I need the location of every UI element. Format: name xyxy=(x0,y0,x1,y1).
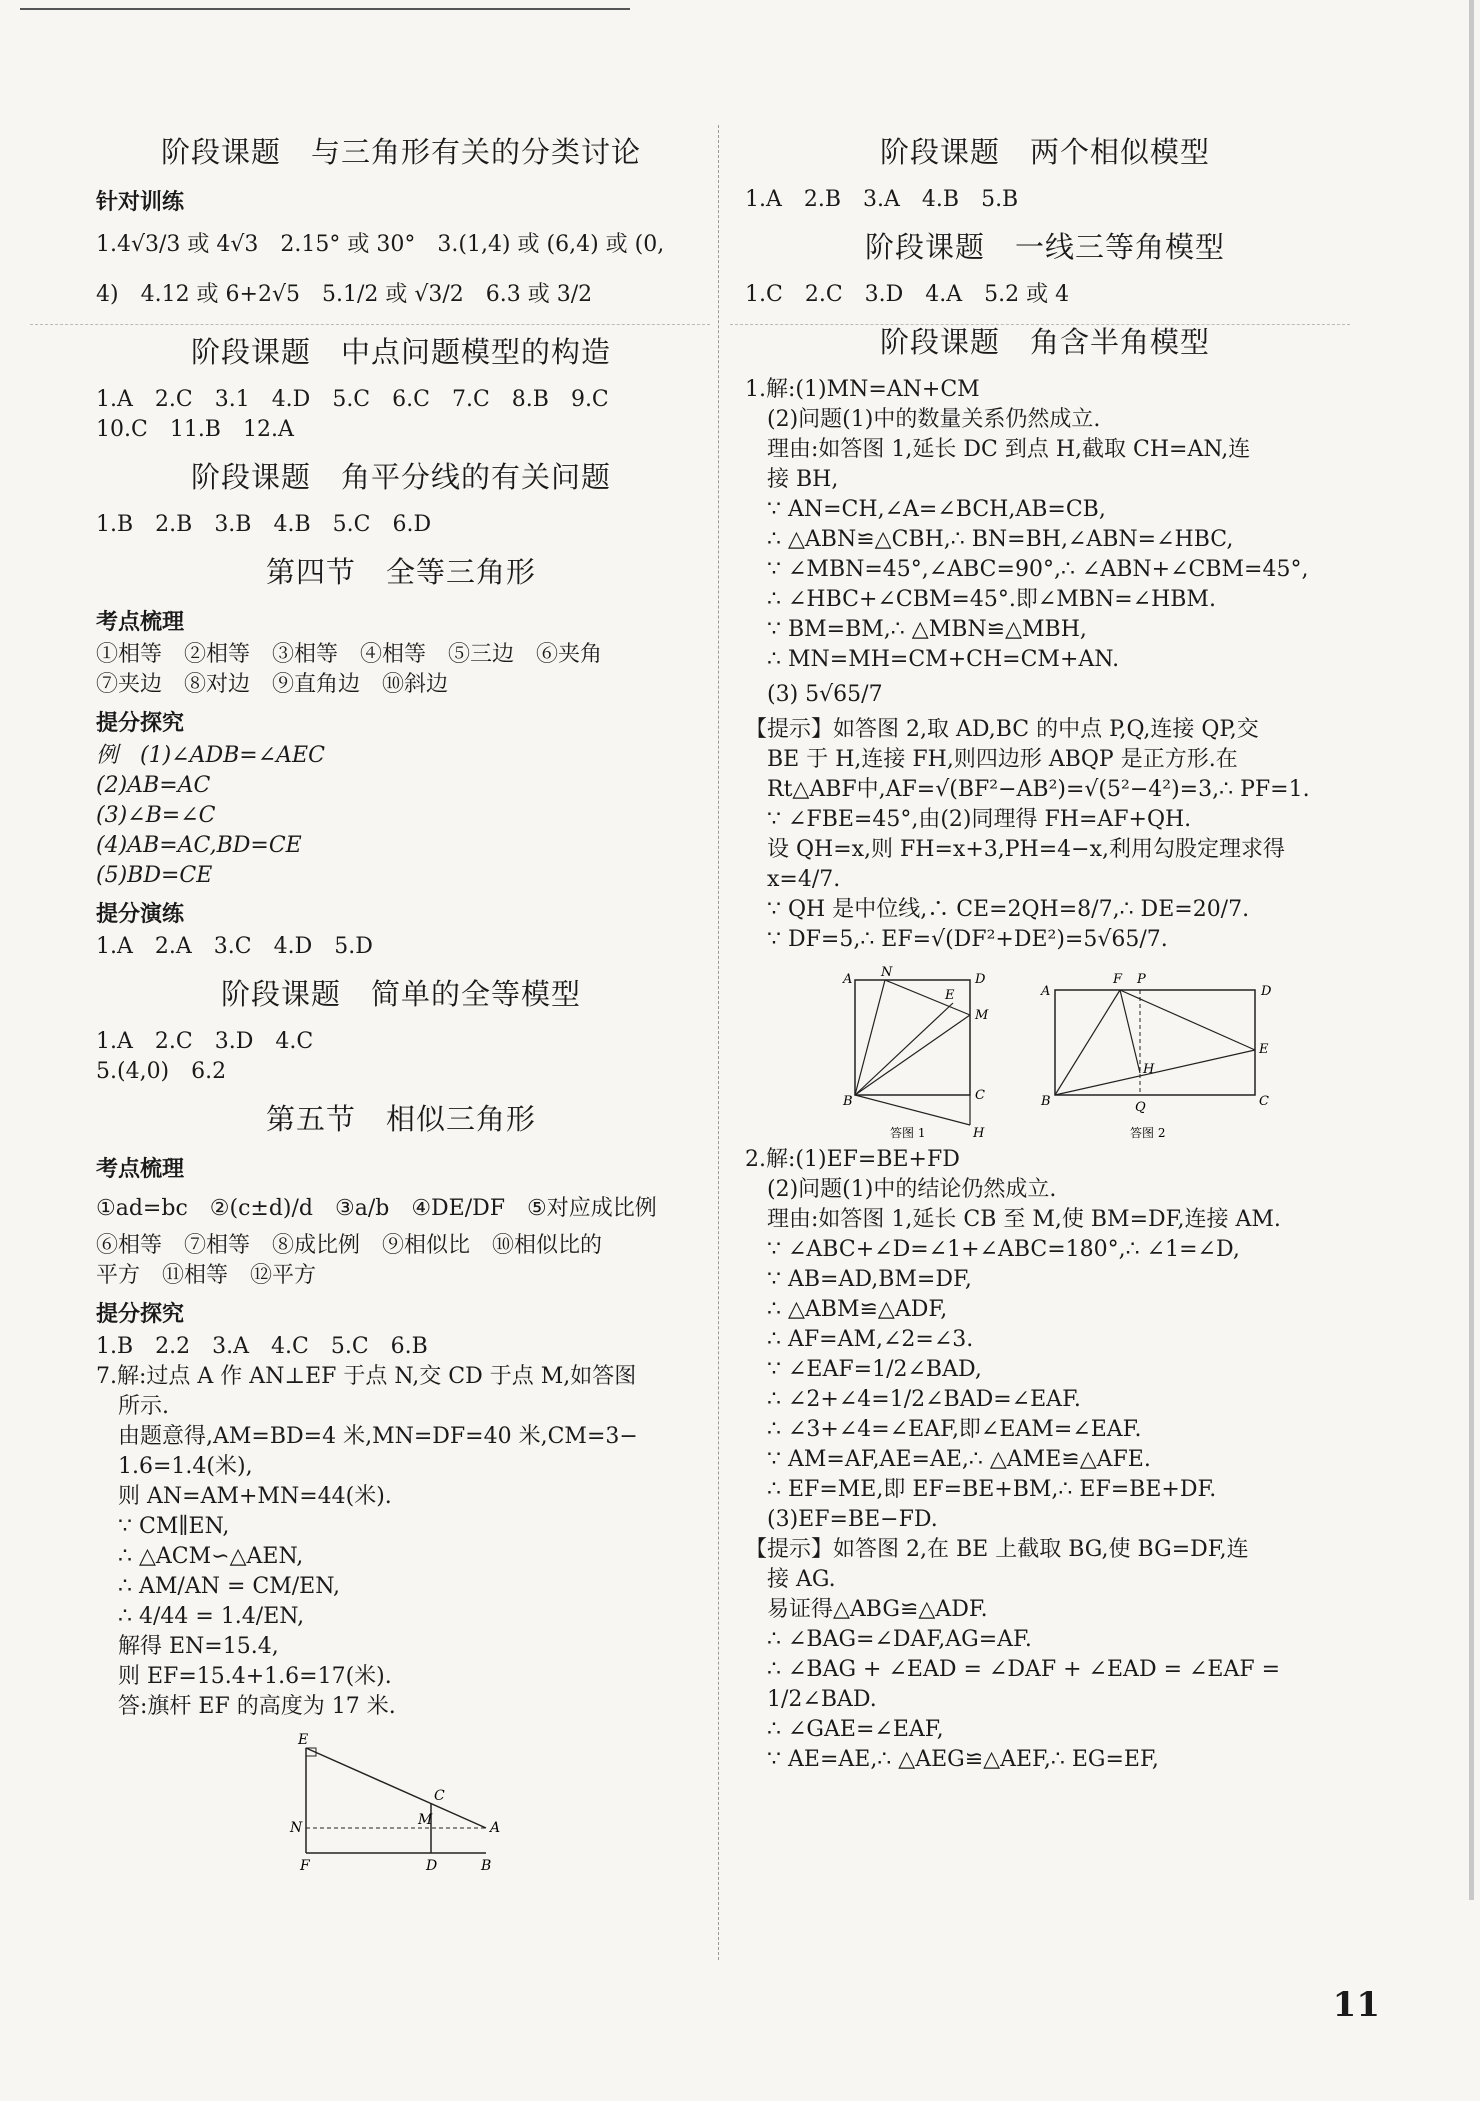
text-line: 易证得△ABG≌△ADF. xyxy=(767,1597,988,1622)
text-line: 则 EF=15.4+1.6=17(米). xyxy=(118,1664,392,1689)
answer-line: 1.B 2.2 3.A 4.C 5.C 6.B xyxy=(96,1334,428,1359)
key-points-line: ①相等 ②相等 ③相等 ④相等 ⑤三边 ⑥夹角 xyxy=(96,642,603,667)
section-title-classification: 阶段课题 与三角形有关的分类讨论 xyxy=(160,135,641,169)
left-column xyxy=(96,120,706,1882)
subheading-explore: 提分探究 xyxy=(96,711,185,736)
section-title-similar: 第五节 相似三角形 xyxy=(265,1102,536,1136)
text-line: 设 QH=x,则 FH=x+3,PH=4−x,利用勾股定理求得 xyxy=(767,837,1286,862)
svg-text:P: P xyxy=(1137,972,1146,987)
text-line: ∵ ∠EAF=1/2∠BAD, xyxy=(767,1357,982,1382)
svg-text:B: B xyxy=(1041,1094,1051,1109)
top-rule xyxy=(20,8,630,10)
answer-line: 1.A 2.B 3.A 4.B 5.B xyxy=(745,187,1019,212)
section-title-congruent: 第四节 全等三角形 xyxy=(265,555,536,589)
answer-line: 4) 4.12 或 6+2√5 5.1/2 或 √3/2 6.3 或 3/2 xyxy=(96,282,593,307)
key-points-line: ⑦夹边 ⑧对边 ⑨直角边 ⑩斜边 xyxy=(96,672,449,697)
answer-line: 1.4√3/3 或 4√3 2.15° 或 30° 3.(1,4) 或 (6,4) 或 (0, xyxy=(96,232,665,257)
text-line: ∴ ∠BAG + ∠EAD = ∠DAF + ∠EAD = ∠EAF = xyxy=(767,1657,1281,1682)
svg-text:Q: Q xyxy=(1135,1100,1146,1115)
text-line: ∵ DF=5,∴ EF=√(DF²+DE²)=5√65/7. xyxy=(767,927,1168,952)
svg-text:B: B xyxy=(481,1858,492,1874)
svg-text:A: A xyxy=(1041,984,1051,999)
text-line: ∴ △ABM≌△ADF, xyxy=(767,1297,948,1322)
text-line: ∵ ∠ABC+∠D=∠1+∠ABC=180°,∴ ∠1=∠D, xyxy=(767,1237,1240,1262)
answer-line: 10.C 11.B 12.A xyxy=(96,417,294,442)
text-line: (3)EF=BE−FD. xyxy=(767,1507,938,1532)
text-line: ∵ AM=AF,AE=AE,∴ △AME≌△AFE. xyxy=(767,1447,1151,1472)
text-line: 理由:如答图 1,延长 DC 到点 H,截取 CH=AN,连 xyxy=(767,437,1251,462)
page-number: 11 xyxy=(1332,1985,1380,2025)
svg-text:C: C xyxy=(434,1788,445,1804)
answer-line: 1.B 2.B 3.B 4.B 5.C 6.D xyxy=(96,512,432,537)
svg-text:H: H xyxy=(1143,1062,1155,1077)
section-title-three-angles: 阶段课题 一线三等角模型 xyxy=(864,230,1225,264)
text-line: 接 AG. xyxy=(767,1567,836,1592)
key-points-line: ⑥相等 ⑦相等 ⑧成比例 ⑨相似比 ⑩相似比的 xyxy=(96,1233,603,1258)
right-column xyxy=(745,120,1345,1775)
solution-1 xyxy=(745,375,1345,675)
text-line: 解得 EN=15.4, xyxy=(118,1634,279,1659)
answer-line: 1.A 2.C 3.1 4.D 5.C 6.C 7.C 8.B 9.C xyxy=(96,387,609,412)
hint-1 xyxy=(745,715,1345,955)
text-line: ∵ QH 是中位线,∴ CE=2QH=8/7,∴ DE=20/7. xyxy=(767,897,1250,922)
svg-text:D: D xyxy=(426,1858,438,1874)
text-line: 由题意得,AM=BD=4 米,MN=DF=40 米,CM=3− xyxy=(118,1424,638,1449)
figure-1 xyxy=(835,965,995,1145)
section-title-half-angle: 阶段课题 角含半角模型 xyxy=(879,325,1210,359)
section-title-two-similar: 阶段课题 两个相似模型 xyxy=(879,135,1210,169)
svg-text:B: B xyxy=(843,1094,853,1109)
text-line: 接 BH, xyxy=(767,467,839,492)
text-line: ∵ AB=AD,BM=DF, xyxy=(767,1267,972,1292)
subheading-points: 考点梳理 xyxy=(96,1157,185,1182)
answer-line: 1.A 2.C 3.D 4.C xyxy=(96,1029,314,1054)
answer-line: 1.A 2.A 3.C 4.D 5.D xyxy=(96,934,373,959)
svg-text:H: H xyxy=(973,1126,985,1141)
key-points-line: 平方 ⑪相等 ⑫平方 xyxy=(96,1263,317,1288)
text-line: ∴ AF=AM,∠2=∠3. xyxy=(767,1327,974,1352)
text-line: ∴ AM/AN = CM/EN, xyxy=(118,1574,341,1599)
text-line: 则 AN=AM+MN=44(米). xyxy=(118,1484,392,1509)
column-divider xyxy=(718,125,719,1960)
text-line: 【提示】如答图 2,在 BE 上截取 BG,使 BG=DF,连 xyxy=(745,1537,1249,1562)
subheading-explore: 提分探究 xyxy=(96,1302,185,1327)
key-points-line: ①ad=bc ②(c±d)/d ③a/b ④DE/DF ⑤对应成比例 xyxy=(96,1196,657,1221)
svg-text:M: M xyxy=(975,1008,989,1023)
text-line: ∵ ∠FBE=45°,由(2)同理得 FH=AF+QH. xyxy=(767,807,1192,832)
text-line: 所示. xyxy=(118,1394,169,1419)
example-line: 例 (1)∠ADB=∠AEC xyxy=(96,743,325,768)
svg-text:E: E xyxy=(298,1732,309,1748)
text-line: (2)问题(1)中的数量关系仍然成立. xyxy=(767,407,1101,432)
subheading-practice: 提分演练 xyxy=(96,902,185,927)
section-title-bisector: 阶段课题 角平分线的有关问题 xyxy=(190,460,611,494)
text-line: 【提示】如答图 2,取 AD,BC 的中点 P,Q,连接 QP,交 xyxy=(745,717,1259,742)
text-line: ∴ ∠HBC+∠CBM=45°.即∠MBN=∠HBM. xyxy=(767,587,1216,612)
answer-part-3: (3) 5√65/7 xyxy=(767,682,883,707)
svg-text:D: D xyxy=(975,972,986,987)
svg-text:F: F xyxy=(300,1858,310,1874)
section-title-midpoint: 阶段课题 中点问题模型的构造 xyxy=(190,335,611,369)
example-line: (3)∠B=∠C xyxy=(96,803,216,828)
example-line: (5)BD=CE xyxy=(96,863,213,888)
answer-line: 5.(4,0) 6.2 xyxy=(96,1059,227,1084)
svg-text:C: C xyxy=(975,1088,985,1103)
subheading-points: 考点梳理 xyxy=(96,610,185,635)
text-line: BE 于 H,连接 FH,则四边形 ABQP 是正方形.在 xyxy=(767,747,1238,772)
text-line: ∴ 4/44 = 1.4/EN, xyxy=(118,1604,305,1629)
text-line: 2.解:(1)EF=BE+FD xyxy=(745,1147,960,1172)
svg-text:答图 1: 答图 1 xyxy=(890,1126,926,1140)
svg-text:F: F xyxy=(1113,972,1123,987)
figure-row xyxy=(835,965,1345,1145)
text-line: x=4/7. xyxy=(767,867,841,892)
svg-text:A: A xyxy=(843,972,853,987)
svg-text:E: E xyxy=(945,988,955,1003)
page-edge xyxy=(1469,0,1474,1900)
text-line: 1.解:(1)MN=AN+CM xyxy=(745,377,980,402)
text-line: ∴ ∠2+∠4=1/2∠BAD=∠EAF. xyxy=(767,1387,1081,1412)
text-line: Rt△ABF中,AF=√(BF²−AB²)=√(5²−4²)=3,∴ PF=1. xyxy=(767,777,1310,802)
svg-text:D: D xyxy=(1261,984,1272,999)
svg-text:C: C xyxy=(1259,1094,1269,1109)
text-line: ∴ ∠GAE=∠EAF, xyxy=(767,1717,944,1742)
text-line: ∴ MN=MH=CM+CH=CM+AN. xyxy=(767,647,1120,672)
figure-2 xyxy=(1035,965,1285,1145)
text-line: 答:旗杆 EF 的高度为 17 米. xyxy=(118,1694,396,1719)
example-line: (2)AB=AC xyxy=(96,773,211,798)
svg-text:答图 2: 答图 2 xyxy=(1130,1126,1166,1140)
text-line: ∵ CM∥EN, xyxy=(118,1514,230,1539)
text-line: ∴ ∠BAG=∠DAF,AG=AF. xyxy=(767,1627,1032,1652)
section-title-simple-congruent: 阶段课题 简单的全等模型 xyxy=(220,977,581,1011)
text-line: (2)问题(1)中的结论仍然成立. xyxy=(767,1177,1057,1202)
solution-7 xyxy=(96,1362,706,1722)
text-line: ∴ △ABN≌△CBH,∴ BN=BH,∠ABN=∠HBC, xyxy=(767,527,1234,552)
svg-text:N: N xyxy=(290,1820,303,1836)
svg-text:N: N xyxy=(881,965,893,980)
svg-text:M: M xyxy=(418,1812,433,1828)
figure-flagpole xyxy=(276,1728,536,1878)
text-line: ∴ ∠3+∠4=∠EAF,即∠EAM=∠EAF. xyxy=(767,1417,1142,1442)
text-line: ∵ AN=CH,∠A=∠BCH,AB=CB, xyxy=(767,497,1106,522)
text-line: 1.6=1.4(米), xyxy=(118,1454,253,1479)
svg-text:A: A xyxy=(490,1820,501,1836)
text-line: ∵ ∠MBN=45°,∠ABC=90°,∴ ∠ABN+∠CBM=45°, xyxy=(767,557,1309,582)
answer-line: 1.C 2.C 3.D 4.A 5.2 或 4 xyxy=(745,282,1070,307)
subheading-training: 针对训练 xyxy=(96,190,185,215)
text-line: 1/2∠BAD. xyxy=(767,1687,877,1712)
text-line: ∵ AE=AE,∴ △AEG≌△AEF,∴ EG=EF, xyxy=(767,1747,1159,1772)
text-line: ∴ EF=ME,即 EF=BE+BM,∴ EF=BE+DF. xyxy=(767,1477,1217,1502)
text-line: 理由:如答图 1,延长 CB 至 M,使 BM=DF,连接 AM. xyxy=(767,1207,1281,1232)
solution-2 xyxy=(745,1145,1345,1775)
text-line: ∴ △ACM∽△AEN, xyxy=(118,1544,304,1569)
text-line: 7.解:过点 A 作 AN⊥EF 于点 N,交 CD 于点 M,如答图 xyxy=(96,1364,637,1389)
example-line: (4)AB=AC,BD=CE xyxy=(96,833,302,858)
text-line: ∵ BM=BM,∴ △MBN≌△MBH, xyxy=(767,617,1087,642)
svg-text:E: E xyxy=(1259,1042,1269,1057)
